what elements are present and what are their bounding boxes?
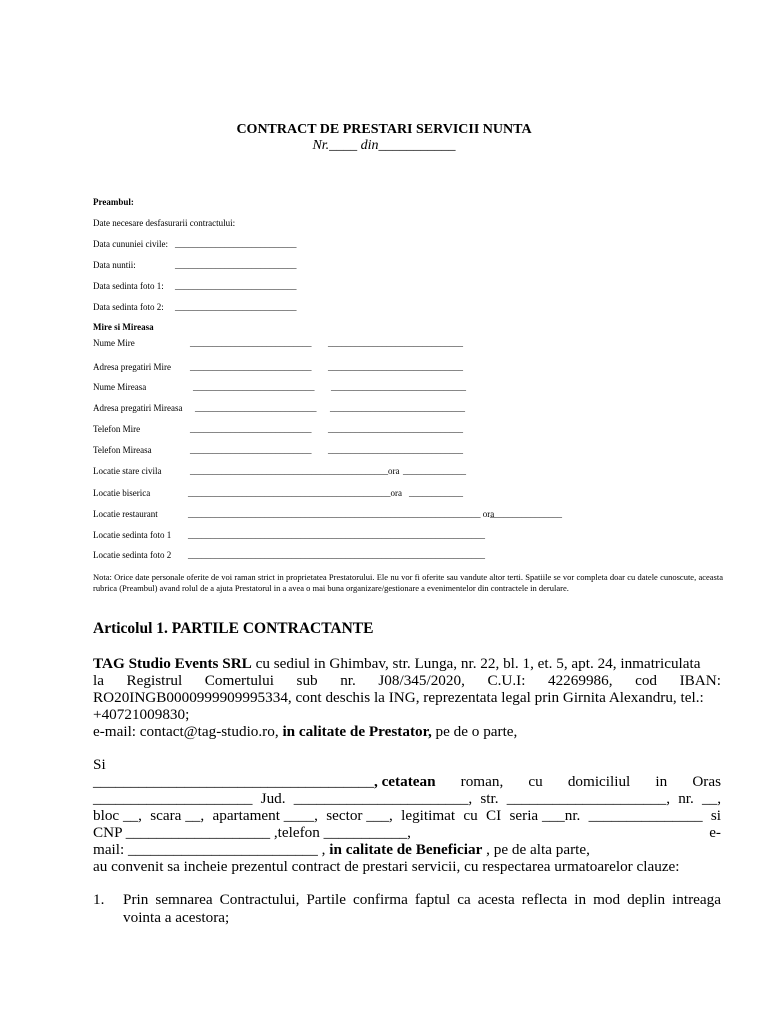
beneficiary-paragraph — [93, 773, 721, 875]
field-time-blank: ________________ — [490, 509, 562, 519]
field-blank: _____________________________________________ora — [188, 488, 402, 498]
field-blank: ___________________________ — [190, 338, 312, 348]
field-blank: ___________________________ — [190, 445, 312, 455]
company-name: TAG Studio Events SRL — [93, 655, 252, 672]
clause-number: 1. — [93, 891, 105, 908]
beneficiary-line: _____________________________________, cetatean roman, cu domiciliul in Oras — [93, 773, 721, 790]
field-label: Adresa pregatiri Mire — [93, 362, 171, 372]
field-blank: ______________________________ — [331, 382, 466, 392]
document-number-date: Nr.____ din___________ — [312, 138, 456, 153]
beneficiary-line: mail: _________________________ , in calitate de Beneficiar , pe de alta parte, — [93, 841, 590, 858]
provider-line: +40721009830; — [93, 706, 190, 723]
field-blank: ______________________________ — [330, 403, 465, 413]
field-label: Telefon Mire — [93, 424, 141, 434]
and-text: Si — [93, 756, 106, 773]
beneficiary-line: au convenit sa incheie prezentul contract de prestari servicii, cu respectarea urmatoarelor clauze: — [93, 858, 680, 875]
preamble-heading: Preambul: — [93, 197, 134, 207]
field-blank: ___________________________ — [175, 239, 297, 249]
field-blank: _________________________________________________________________ ora — [188, 509, 495, 519]
field-time-blank: ____________ — [409, 488, 463, 498]
provider-paragraph — [93, 655, 721, 740]
field-label: Locatie biserica — [93, 488, 151, 498]
field-blank: ___________________________ — [193, 382, 315, 392]
field-label: Data nuntii: — [93, 260, 136, 270]
field-blank: __________________________________________________________________ — [188, 550, 485, 560]
field-blank: ______________________________ — [328, 424, 463, 434]
field-label: Locatie sedinta foto 1 — [93, 530, 172, 540]
preamble-intro: Date necesare desfasurarii contractului: — [93, 218, 236, 228]
field-blank: ____________________________________________ora — [190, 466, 400, 476]
field-label: Data cununiei civile: — [93, 239, 168, 249]
clause-text: Prin semnarea Contractului, Partile confirma faptul ca acesta reflecta in mod deplin intreaga vointa a acestora; — [123, 891, 721, 926]
field-label: Nume Mireasa — [93, 382, 147, 392]
field-blank: ______________________________ — [328, 445, 463, 455]
field-blank: ___________________________ — [190, 424, 312, 434]
field-blank: __________________________________________________________________ — [188, 530, 485, 540]
field-label: Data sedinta foto 1: — [93, 281, 164, 291]
preamble-note: Nota: Orice date personale oferite de voi raman strict in proprietatea Prestatorului. Ele nu vor fi oferite sau vandute altor terti. Spatiile se vor completa doar cu datele cunoscute, aceasta rubrica (Preambul) avand rolul de a ajuta Prestatorul in a avea o mai buna organizare/gestionare a evenimentelor din contractele in derulare. — [93, 572, 723, 593]
field-label: Adresa pregatiri Mireasa — [93, 403, 183, 413]
beneficiary-role: in calitate de Beneficiar — [329, 841, 483, 858]
beneficiary-line: bloc __, scara __, apartament ____, sector ___, legitimat cu CI seria ___nr. _______________ si — [93, 807, 721, 824]
field-time-blank: ______________ — [403, 466, 466, 476]
couple-heading: Mire si Mireasa — [93, 322, 154, 332]
field-blank: ______________________________ — [328, 362, 463, 372]
provider-line: e-mail: contact@tag-studio.ro, in calitate de Prestator, pe de o parte, — [93, 723, 518, 740]
field-blank: ___________________________ — [195, 403, 317, 413]
field-label: Telefon Mireasa — [93, 445, 152, 455]
beneficiary-line: _____________________ Jud. _______________________, str. _____________________, nr. __, — [93, 790, 721, 807]
field-blank: ___________________________ — [175, 302, 297, 312]
field-label: Data sedinta foto 2: — [93, 302, 164, 312]
field-label: Locatie stare civila — [93, 466, 162, 476]
document-title: CONTRACT DE PRESTARI SERVICII NUNTA — [236, 122, 532, 137]
field-blank: ___________________________ — [190, 362, 312, 372]
beneficiary-line: CNP ___________________ ,telefon ___________, e- — [93, 824, 721, 841]
article-1-heading: Articolul 1. PARTILE CONTRACTANTE — [93, 620, 374, 637]
field-blank: ___________________________ — [175, 260, 297, 270]
field-label: Locatie restaurant — [93, 509, 158, 519]
field-label: Locatie sedinta foto 2 — [93, 550, 172, 560]
field-blank: ______________________________ — [328, 338, 463, 348]
field-blank: ___________________________ — [175, 281, 297, 291]
provider-role: in calitate de Prestator, — [282, 723, 432, 740]
provider-line: TAG Studio Events SRL cu sediul in Ghimbav, str. Lunga, nr. 22, bl. 1, et. 5, apt. 24, inmatriculata — [93, 655, 701, 672]
provider-line: RO20INGB0000999909995334, cont deschis la ING, reprezentata legal prin Girnita Alexandru, tel.: — [93, 689, 704, 706]
provider-line: la Registrul Comertului sub nr. J08/345/2020, C.U.I: 42269986, cod IBAN: — [93, 672, 721, 689]
field-label: Nume Mire — [93, 338, 135, 348]
